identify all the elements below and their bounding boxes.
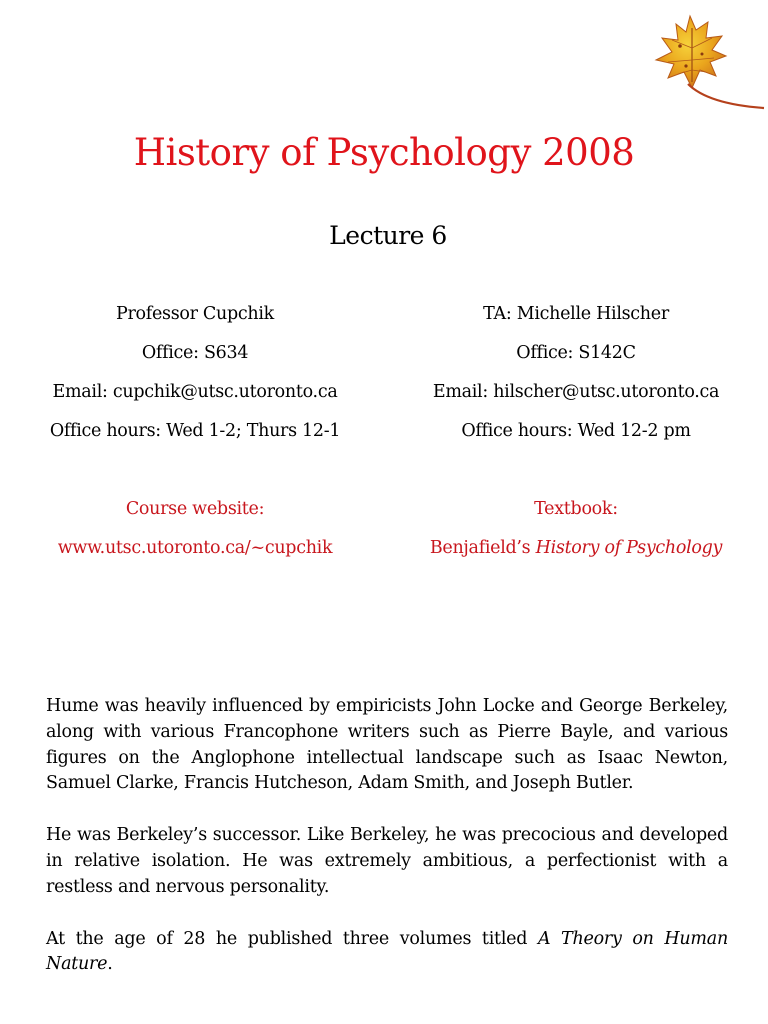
paragraph-personality: He was Berkeley’s successor. Like Berkeley, he was precocious and developed in relative isolation. He was extremely ambitious, a perfectionist with a restless and nervous personality. (46, 825, 728, 897)
textbook-label: Textbook: (534, 499, 618, 519)
course-website-link[interactable]: www.utsc.utoronto.ca/~cupchik (57, 538, 333, 558)
paragraph-publication-text: At the age of 28 he published three volumes titled (46, 928, 528, 949)
book-title: A Theory on Human Nature (46, 928, 728, 975)
lecture-body (46, 694, 728, 1004)
ta-office: Office: S142C (516, 343, 636, 363)
professor-office: Office: S634 (141, 343, 249, 363)
ta-email[interactable]: Email: hilscher@utsc.utoronto.ca (432, 382, 720, 402)
professor-email[interactable]: Email: cupchik@utsc.utoronto.ca (52, 382, 338, 402)
ta-name: TA: Michelle Hilscher (483, 304, 669, 324)
page-title: History of Psychology 2008 (133, 131, 635, 174)
professor-info (0, 295, 390, 568)
paragraph-publication-end: . (107, 954, 113, 975)
lecture-number: Lecture 6 (329, 221, 447, 250)
professor-name: Professor Cupchik (116, 304, 274, 324)
ta-office-hours: Office hours: Wed 12-2 pm (461, 421, 691, 441)
paragraph-influences: Hume was heavily influenced by empiricists John Locke and George Berkeley, along with various Francophone writers such as Pierre Bayle, and various figures on the Anglophone intellectual landscape such as Isaac Newton, Samuel Clarke, Francis Hutcheson, Adam Smith, and Joseph Butler. (46, 696, 728, 794)
textbook-reference (384, 529, 768, 568)
ta-info (384, 295, 768, 568)
autumn-leaf-icon (628, 8, 768, 116)
paragraph-publication (46, 927, 728, 979)
course-website-label: Course website: (125, 499, 265, 519)
textbook-author: Benjafield’s (429, 538, 531, 558)
textbook-title: History of Psychology (535, 538, 723, 558)
professor-office-hours: Office hours: Wed 1-2; Thurs 12-1 (49, 421, 341, 441)
